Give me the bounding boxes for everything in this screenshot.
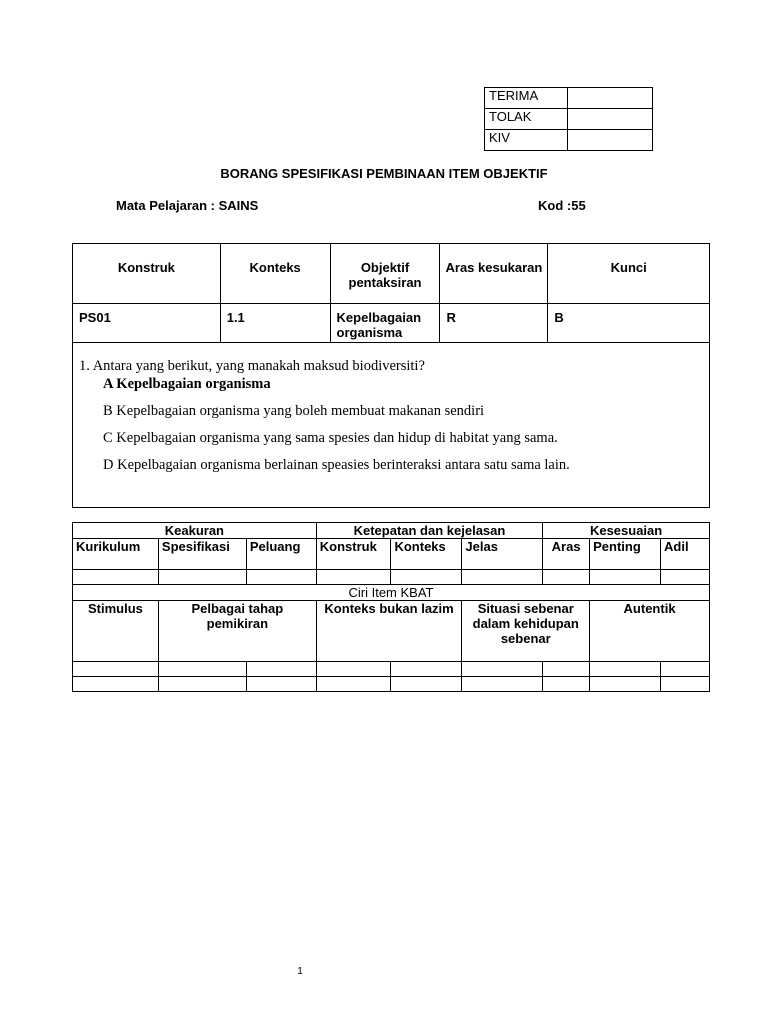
- input-cell[interactable]: [661, 662, 710, 677]
- value-objektif[interactable]: Kepelbagaian organisma: [330, 304, 440, 343]
- kbat-input-row: [73, 662, 710, 677]
- input-cell[interactable]: [661, 677, 710, 692]
- group-kesesuaian: Kesesuaian: [543, 523, 710, 539]
- code-label: Kod :55: [538, 198, 586, 213]
- page-number: 1: [297, 966, 303, 977]
- input-cell[interactable]: [316, 677, 391, 692]
- input-cell[interactable]: [246, 570, 316, 585]
- group-ketepatan: Ketepatan dan kejelasan: [316, 523, 542, 539]
- question-stem: 1. Antara yang berikut, yang manakah maksud biodiversiti?: [79, 358, 425, 374]
- option-b: B Kepelbagaian organisma yang boleh membuat makanan sendiri: [103, 403, 485, 419]
- quality-subheader-row: [73, 539, 710, 570]
- question-cell[interactable]: [73, 343, 710, 508]
- input-cell[interactable]: [73, 570, 159, 585]
- input-cell[interactable]: [543, 662, 590, 677]
- kbat-autentik: Autentik: [590, 601, 710, 662]
- header-konteks: Konteks: [220, 244, 330, 304]
- kbat-stimulus: Stimulus: [73, 601, 159, 662]
- input-cell[interactable]: [462, 677, 543, 692]
- kbat-konteks: Konteks bukan lazim: [316, 601, 462, 662]
- input-cell[interactable]: [590, 570, 661, 585]
- header-aras: Aras kesukaran: [440, 244, 548, 304]
- input-cell[interactable]: [391, 662, 462, 677]
- input-cell[interactable]: [246, 677, 316, 692]
- input-cell[interactable]: [462, 570, 543, 585]
- option-a: A Kepelbagaian organisma: [103, 376, 271, 392]
- kbat-title-row: [73, 585, 710, 601]
- header-objektif: Objektif pentaksiran: [330, 244, 440, 304]
- subject-label: Mata Pelajaran : SAINS: [116, 198, 259, 213]
- input-cell[interactable]: [316, 570, 391, 585]
- option-c: C Kepelbagaian organisma yang sama spesies dan hidup di habitat yang sama.: [103, 430, 558, 446]
- input-cell[interactable]: [158, 570, 246, 585]
- header-kunci: Kunci: [548, 244, 710, 304]
- quality-group-row: [73, 523, 710, 539]
- input-cell[interactable]: [73, 662, 159, 677]
- input-cell[interactable]: [73, 677, 159, 692]
- input-cell[interactable]: [543, 677, 590, 692]
- spec-header-row: [73, 244, 710, 304]
- value-kunci[interactable]: B: [548, 304, 710, 343]
- value-konteks[interactable]: 1.1: [220, 304, 330, 343]
- input-cell[interactable]: [316, 662, 391, 677]
- sub-aras: Aras: [543, 539, 590, 570]
- kbat-situasi: Situasi sebenar dalam kehidupan sebenar: [462, 601, 590, 662]
- spec-table: [72, 243, 710, 508]
- input-cell[interactable]: [158, 677, 246, 692]
- kbat-input-row: [73, 677, 710, 692]
- input-cell[interactable]: [158, 662, 246, 677]
- sub-penting: Penting: [590, 539, 661, 570]
- sub-peluang: Peluang: [246, 539, 316, 570]
- input-cell[interactable]: [661, 570, 710, 585]
- question-row: [73, 343, 710, 508]
- kbat-title: Ciri Item KBAT: [73, 585, 710, 601]
- sub-kurikulum: Kurikulum: [73, 539, 159, 570]
- input-cell[interactable]: [246, 662, 316, 677]
- sub-jelas: Jelas: [462, 539, 543, 570]
- value-aras[interactable]: R: [440, 304, 548, 343]
- header-konstruk: Konstruk: [73, 244, 221, 304]
- sub-konteks: Konteks: [391, 539, 462, 570]
- quality-input-row: [73, 570, 710, 585]
- form-title: BORANG SPESIFIKASI PEMBINAAN ITEM OBJEKTIF: [220, 166, 548, 181]
- status-kiv-box[interactable]: [568, 130, 653, 151]
- group-keakuran: Keakuran: [73, 523, 317, 539]
- input-cell[interactable]: [590, 662, 661, 677]
- sub-konstruk: Konstruk: [316, 539, 391, 570]
- status-box: [484, 87, 653, 151]
- kbat-pelbagai: Pelbagai tahap pemikiran: [158, 601, 316, 662]
- option-d: D Kepelbagaian organisma berlainan speasies berinteraksi antara satu sama lain.: [103, 457, 570, 473]
- quality-table: [72, 522, 710, 692]
- input-cell[interactable]: [590, 677, 661, 692]
- status-terima-box[interactable]: [568, 88, 653, 109]
- value-konstruk[interactable]: PS01: [73, 304, 221, 343]
- spec-value-row: [73, 304, 710, 343]
- status-kiv-label: KIV: [485, 130, 568, 151]
- status-terima-label: TERIMA: [485, 88, 568, 109]
- input-cell[interactable]: [543, 570, 590, 585]
- input-cell[interactable]: [391, 570, 462, 585]
- input-cell[interactable]: [462, 662, 543, 677]
- status-tolak-label: TOLAK: [485, 109, 568, 130]
- input-cell[interactable]: [391, 677, 462, 692]
- sub-adil: Adil: [661, 539, 710, 570]
- status-tolak-box[interactable]: [568, 109, 653, 130]
- sub-spesifikasi: Spesifikasi: [158, 539, 246, 570]
- kbat-header-row: [73, 601, 710, 662]
